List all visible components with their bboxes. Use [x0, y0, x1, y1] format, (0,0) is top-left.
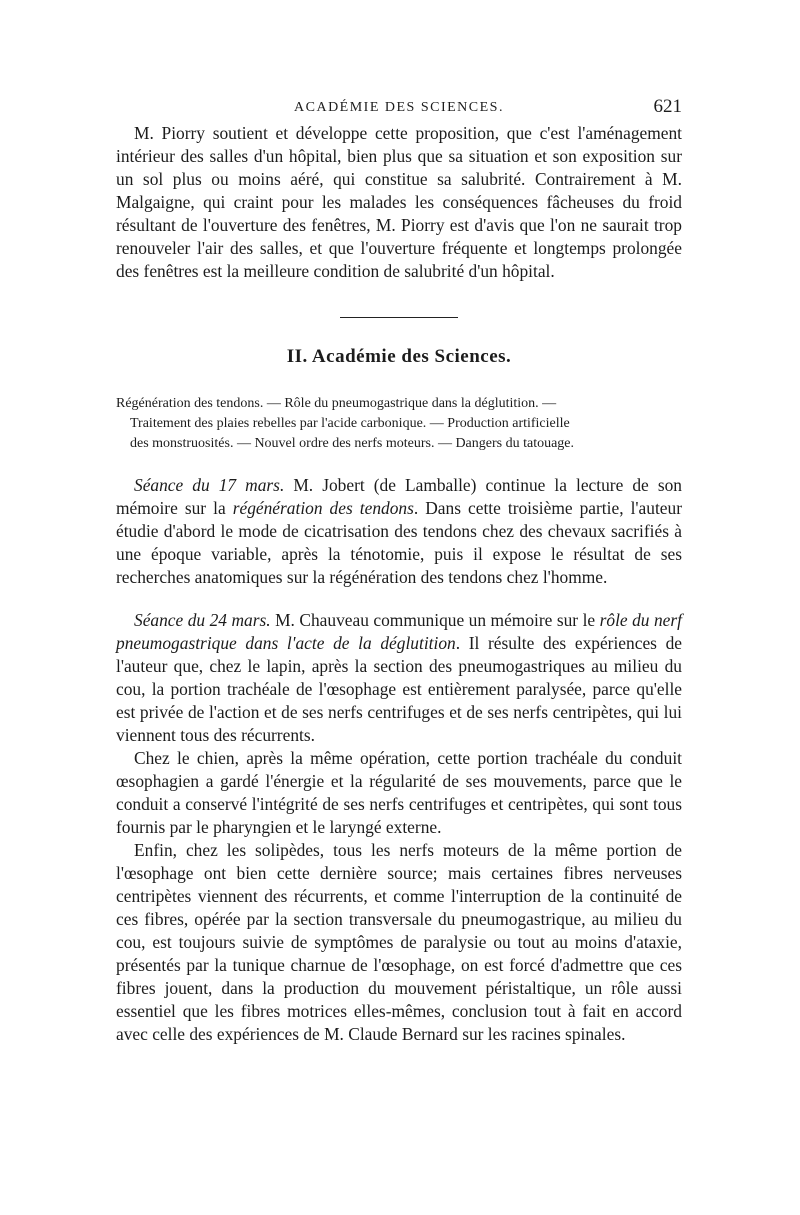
seance-24-paragraph: [116, 609, 682, 747]
seance-17-title: régénération des tendons: [232, 498, 414, 518]
seance-24-paragraph-3: Enfin, chez les solipèdes, tous les nerfs moteurs de la même portion de l'œsophage ont bien cette dernière source; mais certaines fibres nerveuses centripètes viennent des récurrents, et comme l'interruption de la continuité de ces fibres, opérée par la section transversale du pneumogastrique, au milieu du cou, est toujours suivie de symptômes de paralysie ou tout au moins d'ataxie, présentés par la tunique charnue de l'œsophage, on est forcé d'admettre que ces fibres jouent, dans la production du mouvement péristaltique, un rôle aussi essentiel que les fibres motrices elles-mêmes, conclusion tout à fait en accord avec celle des expériences de M. Claude Bernard sur les racines spinales.: [116, 840, 682, 1044]
page-number: 621: [653, 96, 682, 117]
section-divider: [340, 317, 458, 318]
seance-24-text-after: . Il résulte des expériences de l'auteur que, chez le lapin, après la section des pneumogastriques au milieu du cou, la portion trachéale de l'œsophage est entièrement paralysée, parce qu'elle est privée de l'action et de ses nerfs centrifuges et de ses nerfs centripètes, qui lui viennent tous des récurrents.: [116, 633, 682, 745]
summary-line-2: Traitement des plaies rebelles par l'acide carbonique. — Production artificielle: [130, 416, 570, 431]
summary-line-3: des monstruosités. — Nouvel ordre des nerfs moteurs. — Dangers du tatouage.: [130, 436, 575, 451]
seance-24-title: rôle du nerf pneumogastrique dans l'acte de la déglutition: [116, 610, 682, 653]
summary-line-1: Régénération des tendons. — Rôle du pneumogastrique dans la déglutition. —: [116, 396, 557, 411]
seance-24-date: Séance du 24 mars.: [134, 610, 271, 630]
seance-17-paragraph: [116, 474, 682, 589]
section-summary: [116, 394, 682, 454]
seance-24-paragraph-2: Chez le chien, après la même opération, cette portion trachéale du conduit œsophagien a gardé l'énergie et la régularité de ses mouvements, parce que le conduit a conservé l'intégrité de ses nerfs centrifuges et centripètes, qui sont tous fournis par le pharyngien et le laryngé externe.: [116, 748, 682, 837]
seance-17-text-after: . Dans cette troisième partie, l'auteur étudie d'abord le mode de cicatrisation des tendons chez des chevaux sacrifiés à une époque variable, après la ténotomie, puis il expose le résultat de ses recherches anatomiques sur la régénération des tendons chez l'homme.: [116, 498, 682, 587]
running-head: [116, 96, 682, 122]
section-heading: II. Académie des Sciences.: [286, 346, 512, 367]
journal-page: [116, 96, 682, 1046]
seance-24-text-before: M. Chauveau communique un mémoire sur le: [270, 610, 600, 630]
seance-17-date: Séance du 17 mars.: [134, 475, 285, 495]
running-head-title: ACADÉMIE DES SCIENCES.: [294, 100, 504, 115]
seance-17-text-before: M. Jobert (de Lamballe) continue la lecture de son mémoire sur la: [116, 475, 682, 518]
intro-paragraph: M. Piorry soutient et développe cette proposition, que c'est l'aménagement intérieur des salles d'un hôpital, bien plus que sa situation et son exposition sur un sol plus ou moins aéré, qui constitue sa salubrité. Contrairement à M. Malgaigne, qui craint pour les malades les conséquences fâcheuses du froid résultant de l'ouverture des fenêtres, M. Piorry est d'avis que l'on ne saurait trop renouveler l'air des salles, et que l'ouverture fréquente et longtemps prolongée des fenêtres est la meilleure condition de salubrité d'un hôpital.: [116, 123, 682, 281]
